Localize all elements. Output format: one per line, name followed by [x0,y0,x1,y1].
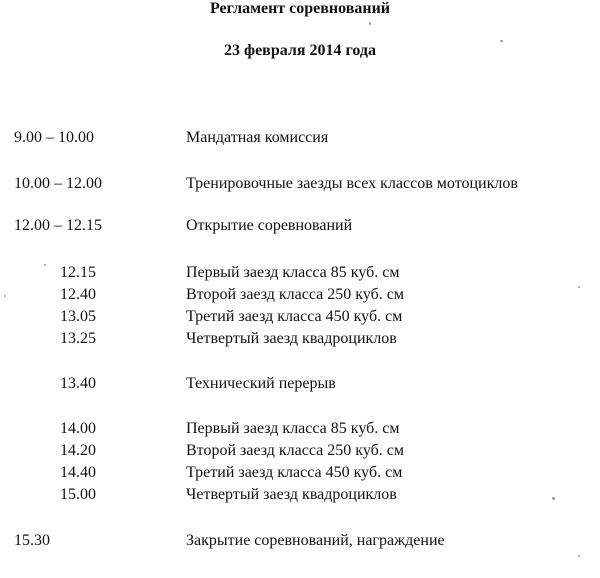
schedule-row [0,329,600,349]
schedule-event: Тренировочные заезды всех классов мотоциклов [186,175,518,192]
schedule-time: 12.15 [60,264,96,281]
schedule-row [0,307,600,327]
schedule-row [0,441,600,461]
document-date: 23 февраля 2014 года [224,42,376,59]
schedule-row [0,374,600,394]
schedule-event: Четвертый заезд квадроциклов [186,330,397,347]
scan-speck [578,286,580,288]
scan-speck [4,295,6,297]
scan-speck [552,497,555,500]
schedule-event: Третий заезд класса 450 куб. см [186,464,403,481]
schedule-event: Второй заезд класса 250 куб. см [186,442,404,459]
schedule-event: Открытие соревнований [186,217,353,234]
scan-speck [369,22,371,25]
scan-speck [44,264,46,266]
schedule-row [0,485,600,505]
schedule-row [0,174,600,194]
schedule-row [0,463,600,483]
schedule-time: 10.00 – 12.00 [14,175,102,192]
schedule-time: 9.00 – 10.00 [14,129,94,146]
schedule-time: 14.00 [60,420,96,437]
schedule-time: 15.00 [60,486,96,503]
schedule-event: Мандатная комиссия [186,129,329,146]
schedule-row [0,531,600,551]
schedule-event: Второй заезд класса 250 куб. см [186,286,404,303]
schedule-row [0,419,600,439]
scan-speck [500,40,503,42]
schedule-event: Технический перерыв [186,375,336,392]
schedule-time: 12.00 – 12.15 [14,217,102,234]
schedule-event: Четвертый заезд квадроциклов [186,486,397,503]
schedule-row [0,128,600,148]
schedule-event: Первый заезд класса 85 куб. см [186,264,400,281]
schedule-row [0,263,600,283]
schedule-time: 12.40 [60,286,96,303]
schedule-time: 14.20 [60,442,96,459]
scan-speck [578,555,580,557]
schedule-time: 14.40 [60,464,96,481]
schedule-event: Третий заезд класса 450 куб. см [186,308,403,325]
schedule-row [0,285,600,305]
schedule-time: 13.40 [60,375,96,392]
document-title: Регламент соревнований [209,0,391,17]
schedule-event: Закрытие соревнований, награждение [186,532,445,549]
schedule-event: Первый заезд класса 85 куб. см [186,420,400,437]
schedule-time: 13.25 [60,330,96,347]
schedule-row [0,216,600,236]
schedule-time: 13.05 [60,308,96,325]
schedule-time: 15.30 [14,532,50,549]
